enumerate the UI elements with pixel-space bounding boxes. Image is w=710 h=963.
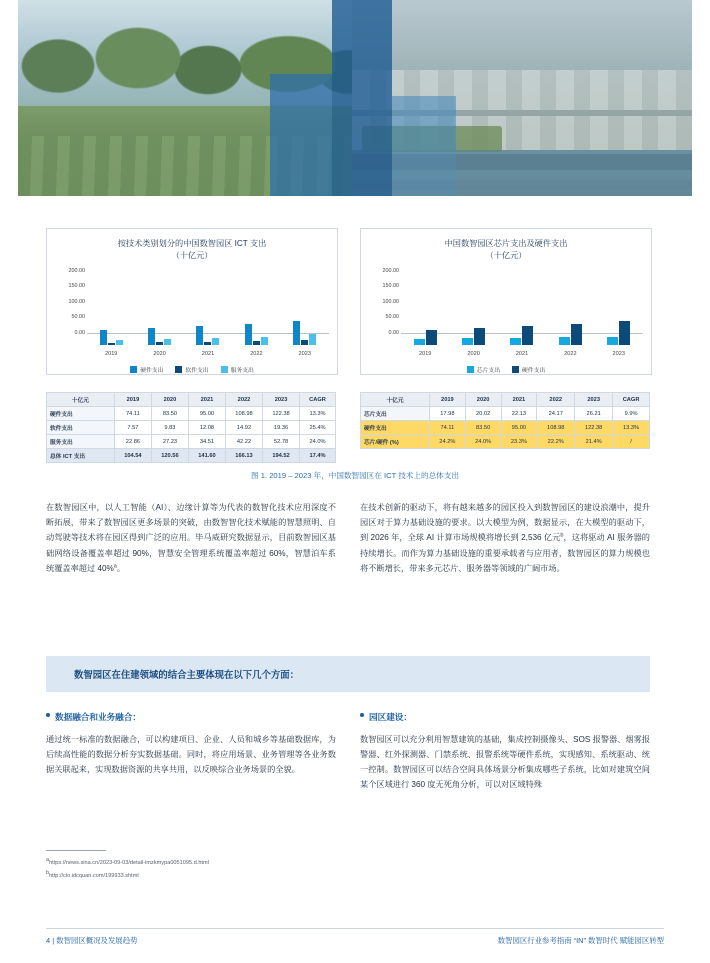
chart-title-line2: （十亿元） (171, 251, 213, 261)
chart-bars (87, 283, 329, 345)
bar-group (559, 283, 582, 345)
footnote-text: http://cio.idcquan.com/199933.shtml (49, 873, 139, 880)
body-text-right-part2: ，这将驱动 AI 服务器的持续增长。而作为算力基础设施的重要承载者与应用者，数智园区的算力规模也将不断增长，带来多元芯片、服务器等领域的广阔市场。 (360, 533, 650, 573)
footnote-text: https://news.sina.cn/2023-09-03/detail-imzkmypa0051095.d.html (49, 859, 209, 866)
chart-plot-area (367, 267, 645, 357)
chart-legend (361, 365, 651, 374)
footer-left: 4 | 数智园区概况及发展趋势 (46, 936, 138, 945)
hero-overlay-tile (332, 0, 392, 196)
hero-overlay-tile (270, 74, 332, 196)
legend-item: 芯片支出 (467, 365, 500, 374)
body-paragraph-right (360, 500, 650, 576)
section-data-fusion (46, 710, 336, 777)
bar-group (196, 283, 219, 345)
table-header-row: 十亿元 2019 2020 2021 2022 2023 CAGR (47, 393, 336, 407)
footnote-item (46, 855, 346, 868)
hero-overlay-tile (456, 150, 692, 196)
footer-right: 数智园区行业参考指南 “IN” 数智时代 赋能园区转型 (497, 936, 664, 945)
bar-group (293, 283, 316, 345)
footnotes (46, 850, 346, 882)
section-text: 数智园区可以充分利用智慧建筑的基础，集成控制摄像头、SOS 报警器、烟雾报警器、红外探测器、门禁系统、报警系统等硬件系统，实现感知、系统驱动、统一控制。数智园区可以结合空间具体场景分析集成哪些子系统，比如对建筑空间某个区域进行 360 度无死角分析，可以对区域特殊 (360, 734, 650, 790)
table-row: 软件支出 7.57 9.83 12.08 14.92 19.36 25.4% (47, 421, 336, 435)
bar-group (245, 283, 268, 345)
chart-legend (47, 365, 337, 374)
legend-item: 软件支出 (175, 365, 208, 374)
chart-bars (401, 283, 643, 345)
legend-item: 服务支出 (221, 365, 254, 374)
footnote-marker: a (46, 857, 50, 863)
table-row: 服务支出 22.86 27.23 34.51 42.22 52.78 24.0% (47, 435, 336, 449)
table-row: 硬件支出 74.11 83.50 95.00 108.98 122.38 13.3% (361, 421, 650, 435)
table-ict-spend (46, 392, 336, 463)
bullet-dot-icon (360, 713, 364, 717)
chart-ict-spend-by-technology (46, 228, 338, 375)
hero-overlay-tile (392, 96, 456, 196)
table-row-total: 总体 ICT 支出 104.54 120.56 141.60 166.13 194.52 17.4% (47, 449, 336, 463)
y-axis-labels: 200.00 150.00 100.00 50.00 0.00 (68, 267, 85, 336)
body-text-left-tail: 。 (116, 563, 126, 573)
y-axis-labels: 200.00 150.00 100.00 50.00 0.00 (382, 267, 399, 336)
x-axis-labels: 2019 2020 2021 2022 2023 (104, 350, 311, 357)
bar-group (607, 283, 630, 345)
body-text-left: 在数智园区中，以人工智能（AI）、边缘计算等为代表的数智化技术应用深度不断拓展，带来了数智园区更多场景的突破，由数智智化技术赋能的智慧照明、自动驾驶等技术将在园区得到广泛的应用。毕马威研究数据显示，目前数智园区基础网络设备覆盖率超过 90%，智慧安全管理系统覆盖率超过 60%，智慧泊车系统覆盖率超过 40% (46, 503, 336, 573)
page-number: 4 (46, 936, 51, 945)
legend-swatch-icon (130, 366, 137, 373)
bar-group (148, 283, 171, 345)
legend-item: 硬件支出 (512, 365, 545, 374)
table-row: 芯片/硬件 (%) 24.2% 24.0% 23.3% 22.2% 21.4% / (361, 435, 650, 449)
table-row: 硬件支出 74.11 83.50 95.00 108.98 122.38 13.3% (47, 407, 336, 421)
section-park-construction (360, 710, 650, 793)
legend-swatch-icon (221, 366, 228, 373)
body-text-right-part1: 在技术创新的驱动下，将有越来越多的园区投入到数智园区的建设浪潮中，提升园区对于算力基础设施的要求。以大模型为例，数据显示，在大模型的驱动下，到 2026 年，全球 AI 计算市场规模将增长到 2,536 亿元 (360, 503, 650, 543)
section-heading: 园区建设： (360, 710, 650, 726)
footnote-marker: b (46, 870, 50, 877)
footer-section-title: 数智园区概况及发展趋势 (56, 936, 138, 945)
bar-group (510, 283, 533, 345)
footnote-divider (46, 850, 106, 851)
section-text: 通过统一标准的数据融合，可以构建项目、企业、人员和城乡等基础数据库，为后续高性能的数据分析夯实数据基础。同时，将应用场景、业务管理等各业务数据关联起来，实现数据资源的共享共用，以反映综合业务场景的全貌。 (46, 734, 336, 775)
bar-group (462, 283, 485, 345)
bar-group (100, 283, 123, 345)
bar-group (414, 283, 437, 345)
highlight-band (46, 656, 650, 692)
legend-swatch-icon (512, 366, 519, 373)
hero-image (18, 0, 692, 196)
chart-title-line1: 按技术类别划分的中国数智园区 ICT 支出 (117, 239, 267, 248)
highlight-band-title: 数智园区在住建领域的结合主要体现在以下几个方面： (74, 669, 300, 680)
table-chip-vs-hardware (360, 392, 650, 449)
footnote-ref-a: a (113, 562, 117, 569)
page-footer (0, 928, 710, 945)
footnote-ref-b: b (560, 532, 564, 539)
footnote-item (46, 868, 346, 881)
footer-divider (46, 928, 664, 929)
legend-item: 硬件支出 (130, 365, 163, 374)
chart-chip-vs-hardware-spend (360, 228, 652, 375)
table-row: 芯片支出 17.98 20.02 22.13 24.17 26.21 9.9% (361, 407, 650, 421)
figure-caption: 图 1. 2019 – 2023 年，中国数智园区在 ICT 技术上的总体支出 (251, 471, 459, 480)
x-axis-labels: 2019 2020 2021 2022 2023 (418, 350, 625, 357)
bullet-dot-icon (46, 713, 50, 717)
section-heading: 数据融合和业务融合： (46, 710, 336, 726)
table-header-row: 十亿元 2019 2020 2021 2022 2023 CAGR (361, 393, 650, 407)
chart-title-line2: （十亿元） (485, 251, 527, 261)
legend-swatch-icon (467, 366, 474, 373)
body-paragraph-left (46, 500, 336, 576)
chart-title-line1: 中国数智园区芯片支出及硬件支出 (444, 239, 568, 248)
chart-plot-area (53, 267, 331, 357)
legend-swatch-icon (175, 366, 182, 373)
